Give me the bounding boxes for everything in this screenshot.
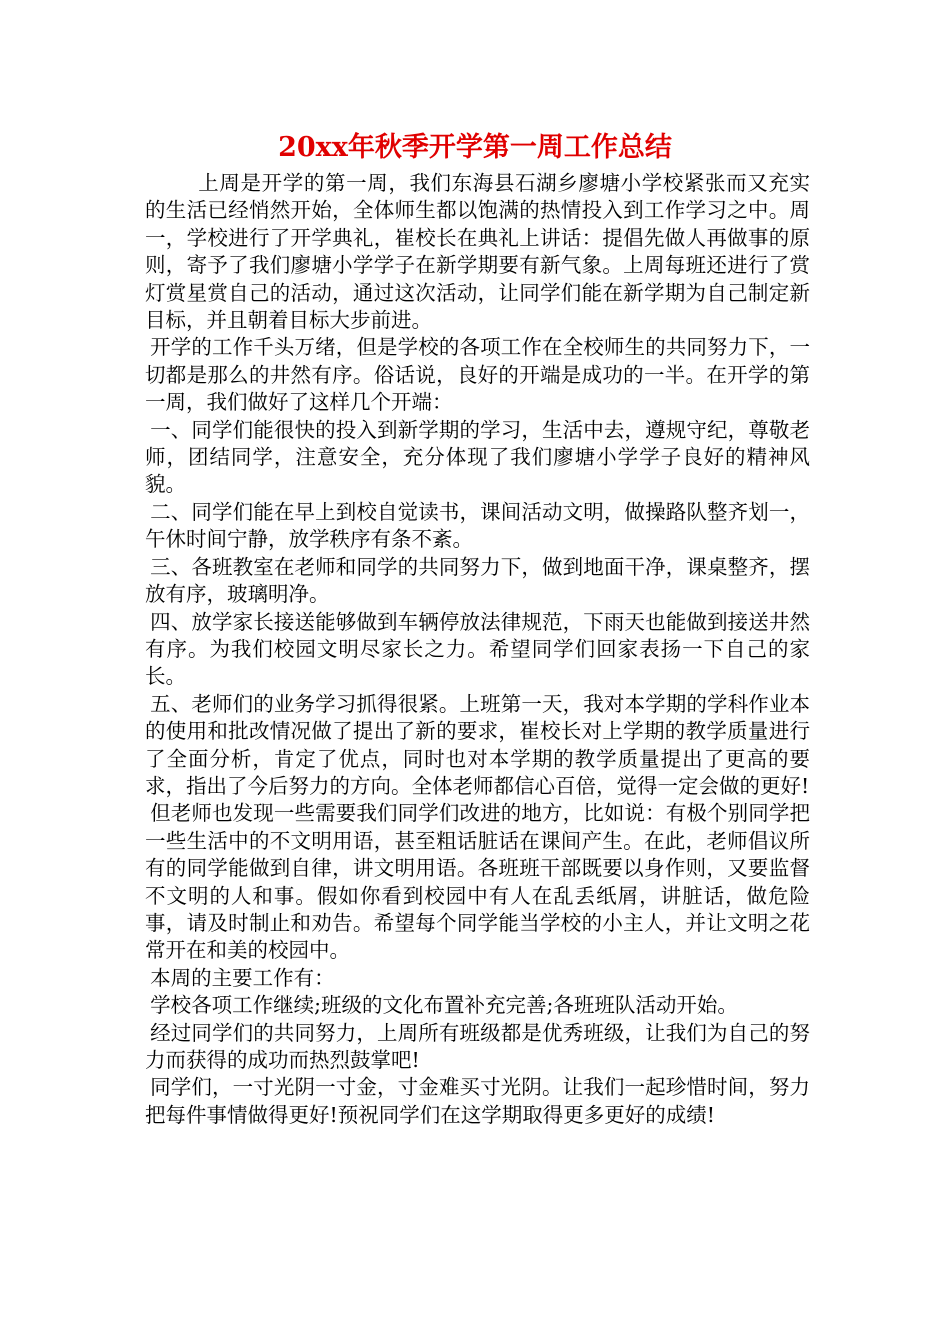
paragraph-applause: 经过同学们的共同努力，上周所有班级都是优秀班级，让我们为自己的努力而获得的成功而热烈鼓掌吧! [145,1020,810,1072]
paragraph-intro: 上周是开学的第一周，我们东海县石湖乡廖塘小学校紧张而又充实的生活已经悄然开始，全体师生都以饱满的热情投入到工作学习之中。周一，学校进行了开学典礼，崔校长在典礼上讲话：提倡先做人再做事的原则，寄予了我们廖塘小学学子在新学期要有新气象。上周每班还进行了赏灯赏星赏自己的活动，通过这次活动，让同学们能在新学期为自己制定新目标，并且朝着目标大步前进。 [145,171,810,333]
list-item-1: 一、同学们能很快的投入到新学期的学习，生活中去，遵规守纪，尊敬老师，团结同学，注意安全，充分体现了我们廖塘小学学子良好的精神风貌。 [145,417,810,497]
paragraph-closing: 同学们，一寸光阴一寸金，寸金难买寸光阴。让我们一起珍惜时间，努力把每件事情做得更好!预祝同学们在这学期取得更多更好的成绩! [145,1075,810,1127]
document-title: 20xx年秋季开学第一周工作总结 [278,132,672,163]
list-item-5: 五、老师们的业务学习抓得很紧。上班第一天，我对本学期的学科作业本的使用和批改情况做了提出了新的要求，崔校长对上学期的教学质量进行了全面分析，肯定了优点，同时也对本学期的教学质量提出了更高的要求，指出了今后努力的方向。全体老师都信心百倍，觉得一定会做的更好! [145,691,810,798]
list-item-4: 四、放学家长接送能够做到车辆停放法律规范，下雨天也能做到接送井然有序。为我们校园文明尽家长之力。希望同学们回家表扬一下自己的家长。 [145,609,810,689]
paragraph-improvements: 但老师也发现一些需要我们同学们改进的地方，比如说：有极个别同学把一些生活中的不文明用语，甚至粗话脏话在课间产生。在此，老师倡议所有的同学能做到自律，讲文明用语。各班班干部既要以身作则，又要监督不文明的人和事。假如你看到校园中有人在乱丢纸屑，讲脏话，做危险事，请及时制止和劝告。希望每个同学能当学校的小主人，并让文明之花常开在和美的校园中。 [145,801,810,963]
list-item-2: 二、同学们能在早上到校自觉读书，课间活动文明，做操路队整齐划一，午休时间宁静，放学秩序有条不紊。 [145,499,810,552]
list-item-3: 三、各班教室在老师和同学的共同努力下，做到地面干净，课桌整齐，摆放有序，玻璃明净。 [145,554,810,607]
document-body [145,170,810,1129]
paragraph-weekly-heading: 本周的主要工作有： [150,965,335,990]
paragraph-overview: 开学的工作千头万绪，但是学校的各项工作在全校师生的共同努力下，一切都是那么的井然有序。俗话说，良好的开端是成功的一半。在开学的第一周，我们做好了这样几个开端： [145,335,810,415]
paragraph-weekly-tasks: 学校各项工作继续;班级的文化布置补充完善;各班班队活动开始。 [150,993,738,1018]
